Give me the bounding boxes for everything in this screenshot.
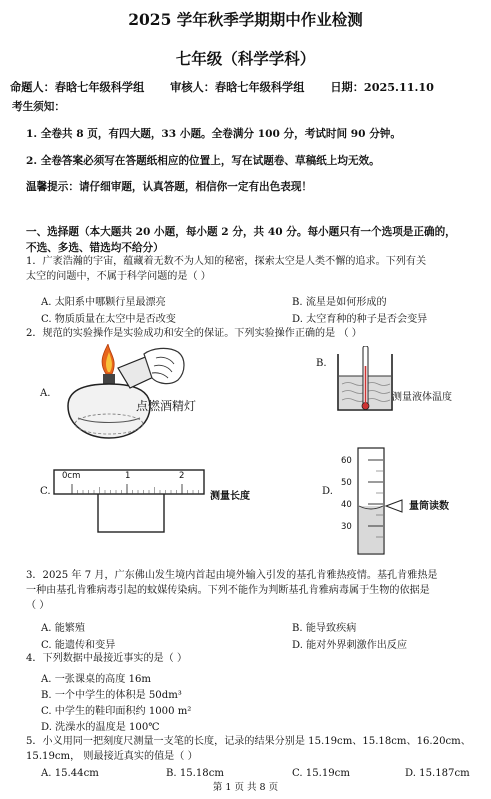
page-footer: 第 1 页 共 8 页 <box>212 782 279 793</box>
q5-stem-line2: 15.19cm， 则最接近真实的值是（ ） <box>26 751 198 762</box>
q2-option-b-caption: 测量液体温度 <box>392 392 452 403</box>
q4-option-b: B. 一个中学生的体积是 50dm³ <box>41 690 182 701</box>
q2-option-a-caption: 点燃酒精灯 <box>136 399 197 413</box>
q2-option-b-letter: B. <box>316 358 327 369</box>
q3-option-d: D. 能对外界刺激作出反应 <box>292 640 408 651</box>
author: 命题人：春晗七年级科学组 <box>10 80 145 94</box>
notice-item-2: 2. 全卷答案必须写在答题纸相应的位置上，写在试题卷、草稿纸上均无效。 <box>26 155 380 167</box>
ruler-tick-2: 2 <box>179 471 185 481</box>
q1-option-d: D. 太空育种的种子是否会变异 <box>292 314 428 325</box>
ruler-tick-1: 1 <box>125 471 131 481</box>
q2-option-c-caption: 测量长度 <box>210 491 250 502</box>
ruler-tick-0: 0cm <box>62 471 81 481</box>
beaker-thermometer-figure <box>330 346 400 416</box>
q3-stem-line3: （ ） <box>26 600 50 611</box>
q1-option-b: B. 流星是如何形成的 <box>292 297 387 308</box>
notice-tip: 温馨提示：请仔细审题，认真答题，相信你一定有出色表现！ <box>26 181 313 193</box>
section-heading-line2: 不选、多选、错选均不给分） <box>26 242 164 254</box>
q4-option-c: C. 中学生的鞋印面积约 1000 m² <box>41 706 192 717</box>
q5-option-d: D. 15.187cm <box>405 768 470 779</box>
exam-subtitle: 七年级（科学学科） <box>175 49 316 68</box>
q2-stem: 2．规范的实验操作是实验成功和安全的保证。下列实验操作正确的是 （ ） <box>26 328 362 339</box>
q4-stem: 4．下列数据中最接近事实的是（ ） <box>26 653 188 664</box>
q4-option-a: A. 一张课桌的高度 16m <box>41 674 151 685</box>
cylinder-tick-50: 50 <box>341 478 352 488</box>
q5-option-a: A. 15.44cm <box>41 768 99 779</box>
cylinder-tick-60: 60 <box>341 456 352 466</box>
q1-stem-line1: 1．广袤浩瀚的宇宙，蕴藏着无数不为人知的秘密，探索太空是人类不懈的追求。下列有关 <box>26 256 427 267</box>
alcohol-lamp-figure <box>48 344 238 444</box>
q3-option-c: C. 能遗传和变异 <box>41 640 116 651</box>
notice-item-1: 1. 全卷共 8 页，有四大题，33 小题。全卷满分 100 分，考试时间 90 分钟。 <box>26 128 401 140</box>
q5-stem-line1: 5．小义用同一把刻度尺测量一支笔的长度，记录的结果分别是 15.19cm、15.18cm、16.20cm、 <box>26 736 471 747</box>
q1-stem-line2: 太空的问题中，不属于科学问题的是（ ） <box>26 271 211 282</box>
q1-option-a: A. 太阳系中哪颗行星最漂亮 <box>41 297 166 308</box>
q2-option-a-letter: A. <box>40 388 51 399</box>
q3-option-b: B. 能导致疾病 <box>292 623 357 634</box>
notice-heading: 考生须知： <box>12 101 65 113</box>
q3-option-a: A. 能繁殖 <box>41 623 85 634</box>
q4-option-d: D. 洗澡水的温度是 100℃ <box>41 722 160 733</box>
q5-option-b: B. 15.18cm <box>166 768 224 779</box>
date: 日期：2025.11.10 <box>330 80 434 94</box>
exam-meta <box>10 79 434 95</box>
q3-stem-line2: 一种由基孔肯雅病毒引起的蚊媒传染病。下列不能作为判断基孔肯雅病毒属于生物的依据是 <box>26 585 430 596</box>
section-heading-line1: 一、选择题（本大题共 20 小题，每小题 2 分，共 40 分。每小题只有一个选项是正确的， <box>26 226 456 238</box>
exam-title: 2025 学年秋季学期期中作业检测 <box>128 10 363 29</box>
reviewer: 审核人：春晗七年级科学组 <box>170 80 305 94</box>
cylinder-tick-30: 30 <box>341 522 352 532</box>
q1-option-c: C. 物质质量在太空中是否改变 <box>41 314 176 325</box>
q2-option-d-caption: 量筒读数 <box>409 501 449 512</box>
q2-option-c-letter: C. <box>40 486 51 497</box>
q5-option-c: C. 15.19cm <box>292 768 350 779</box>
q3-stem-line1: 3．2025 年 7 月，广东佛山发生境内首起由境外输入引发的基孔肯雅热疫情。基孔肯雅热是 <box>26 570 438 581</box>
q2-option-d-letter: D. <box>322 486 333 497</box>
cylinder-tick-40: 40 <box>341 500 352 510</box>
